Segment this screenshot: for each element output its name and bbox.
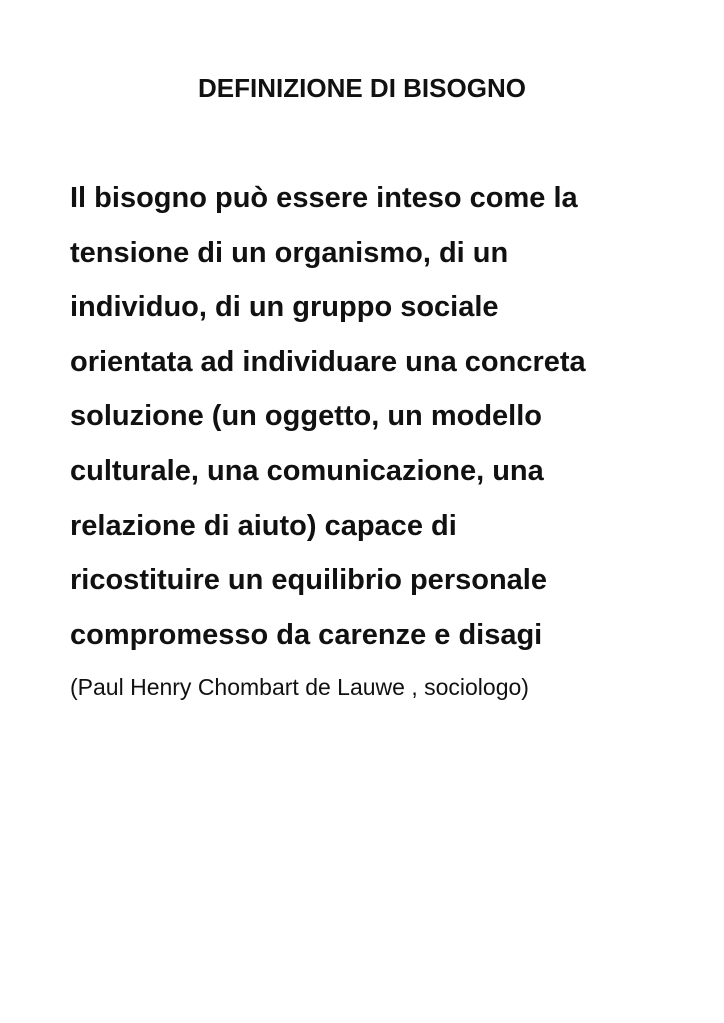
definition-line: culturale, una comunicazione, una bbox=[70, 454, 544, 487]
definition-line: ricostituire un equilibrio personale bbox=[70, 564, 547, 597]
definition-line: compromesso da carenze e disagi bbox=[70, 618, 543, 651]
definition-text bbox=[70, 171, 710, 662]
definition-line: orientata ad individuare una concreta bbox=[70, 345, 586, 378]
definition-line: tensione di un organismo, di un bbox=[70, 236, 509, 269]
definition-line: Il bisogno può essere inteso come la bbox=[70, 182, 578, 214]
citation: (Paul Henry Chombart de Lauwe , sociologo) bbox=[70, 674, 529, 700]
definition-line: soluzione (un oggetto, un modello bbox=[70, 400, 543, 433]
definition-line: individuo, di un gruppo sociale bbox=[70, 291, 499, 324]
definition-line: relazione di aiuto) capace di bbox=[70, 509, 457, 542]
page-title: DEFINIZIONE DI BISOGNO bbox=[198, 73, 526, 103]
